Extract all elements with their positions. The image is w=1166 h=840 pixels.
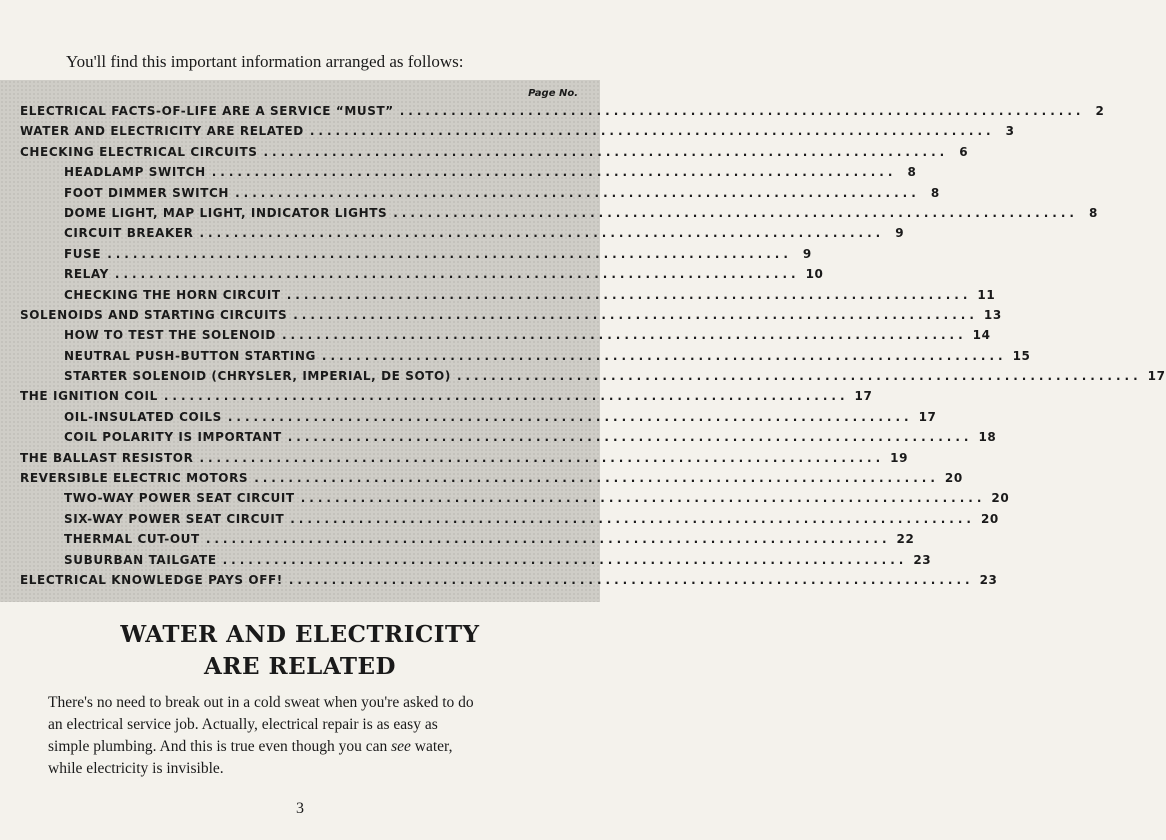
- toc-leader-dots: ................................................................................: [211, 165, 897, 180]
- toc-entry-page: 8: [1088, 205, 1098, 220]
- section-title-line2: ARE RELATED: [204, 653, 396, 680]
- page-number: 3: [296, 800, 304, 817]
- toc-entry-title: NEUTRAL PUSH-BUTTON STARTING: [64, 348, 316, 363]
- toc-entry-page: 9: [802, 246, 812, 261]
- body-text-segment: water,: [410, 738, 453, 755]
- toc-leader-dots: ................................................................................: [293, 307, 978, 322]
- toc-entry-page: 2: [1095, 104, 1105, 118]
- toc-entry: [0, 572, 998, 593]
- toc-entry-page: 14: [972, 328, 991, 343]
- toc-leader-dots: ................................................................................: [399, 104, 1085, 118]
- toc-entry-title: DOME LIGHT, MAP LIGHT, INDICATOR LIGHTS: [64, 205, 388, 220]
- toc-entry: [0, 104, 1105, 124]
- toc-leader-dots: ................................................................................: [205, 532, 891, 547]
- toc-entry-title: COIL POLARITY IS IMPORTANT: [64, 430, 282, 445]
- toc-entry-page: 20: [980, 511, 999, 526]
- toc-list: [0, 104, 1166, 593]
- toc-entry: [0, 532, 915, 552]
- toc-entry-page: 10: [805, 267, 824, 282]
- toc-entry-page: 13: [983, 307, 1002, 322]
- toc-entry-page: 3: [1005, 124, 1015, 139]
- toc-leader-dots: ................................................................................: [199, 226, 885, 241]
- toc-entry: [0, 165, 917, 185]
- toc-entry-page: 8: [930, 185, 940, 200]
- toc-entry: [0, 409, 937, 430]
- toc-entry-page: 17: [1147, 369, 1166, 384]
- body-paragraph: [48, 692, 558, 780]
- toc-leader-dots: ................................................................................: [235, 185, 920, 200]
- toc-entry: [0, 185, 940, 206]
- toc-leader-dots: ................................................................................: [290, 511, 975, 526]
- toc-entry-title: HOW TO TEST THE SOLENOID: [64, 328, 276, 343]
- table-of-contents: [0, 80, 1166, 602]
- toc-entry-title: ELECTRICAL FACTS-OF-LIFE ARE A SERVICE “MUST”: [20, 104, 394, 118]
- toc-leader-dots: ................................................................................: [199, 450, 885, 465]
- toc-entry: [0, 287, 996, 308]
- toc-entry-title: SUBURBAN TAILGATE: [64, 552, 217, 567]
- toc-entry-title: FUSE: [64, 246, 102, 261]
- toc-entry-title: CIRCUIT BREAKER: [64, 226, 194, 241]
- toc-entry: [0, 144, 969, 165]
- body-text-segment: simple plumbing. And this is true even though you can: [48, 738, 392, 755]
- toc-entry: [0, 205, 1098, 226]
- toc-entry-page: 18: [978, 430, 997, 445]
- toc-leader-dots: ................................................................................: [300, 491, 986, 506]
- toc-entry-title: SOLENOIDS AND STARTING CIRCUITS: [20, 307, 288, 322]
- body-line: while electricity is invisible.: [48, 760, 224, 777]
- toc-entry-page: 17: [918, 409, 937, 424]
- toc-entry: [0, 369, 1166, 389]
- toc-leader-dots: ................................................................................: [393, 205, 1078, 220]
- toc-entry-title: RELAY: [64, 267, 109, 282]
- toc-entry: [0, 450, 909, 471]
- toc-entry-title: CHECKING ELECTRICAL CIRCUITS: [20, 144, 258, 159]
- toc-entry: [0, 124, 1015, 144]
- toc-entry: [0, 246, 812, 267]
- toc-entry-title: OIL-INSULATED COILS: [64, 409, 222, 424]
- toc-entry-title: CHECKING THE HORN CIRCUIT: [64, 287, 281, 302]
- toc-entry: [0, 348, 1031, 369]
- toc-leader-dots: ................................................................................: [163, 389, 849, 404]
- toc-entry-title: THE BALLAST RESISTOR: [20, 450, 194, 465]
- toc-entry: [0, 226, 905, 246]
- intro-text: You'll find this important information arranged as follows:: [66, 52, 464, 71]
- toc-entry-page: 23: [979, 572, 998, 587]
- toc-leader-dots: ................................................................................: [107, 246, 792, 261]
- toc-entry-page: 19: [890, 450, 909, 465]
- toc-leader-dots: ................................................................................: [254, 471, 939, 486]
- toc-entry-title: THE IGNITION COIL: [20, 389, 158, 404]
- toc-entry-page: 11: [977, 287, 996, 302]
- toc-leader-dots: ................................................................................: [263, 144, 949, 159]
- body-line: There's no need to break out in a cold sweat when you're asked to do: [48, 694, 474, 711]
- toc-leader-dots: ................................................................................: [114, 267, 800, 282]
- toc-entry: [0, 511, 999, 532]
- body-emphasis: see: [391, 738, 411, 755]
- toc-leader-dots: ................................................................................: [287, 430, 973, 445]
- toc-entry-title: ELECTRICAL KNOWLEDGE PAYS OFF!: [20, 572, 283, 587]
- toc-entry: [0, 389, 873, 409]
- toc-entry: [0, 328, 991, 348]
- toc-entry-page: 17: [854, 389, 873, 404]
- toc-entry-title: SIX-WAY POWER SEAT CIRCUIT: [64, 511, 285, 526]
- toc-leader-dots: ................................................................................: [286, 287, 972, 302]
- toc-leader-dots: ................................................................................: [222, 552, 908, 567]
- toc-entry-page: 15: [1012, 348, 1031, 363]
- toc-entry-title: STARTER SOLENOID (CHRYSLER, IMPERIAL, DE SOTO): [64, 369, 451, 384]
- toc-entry-title: REVERSIBLE ELECTRIC MOTORS: [20, 471, 249, 486]
- toc-entry-title: HEADLAMP SWITCH: [64, 165, 206, 180]
- toc-entry-title: WATER AND ELECTRICITY ARE RELATED: [20, 124, 304, 139]
- toc-leader-dots: ................................................................................: [309, 124, 995, 139]
- toc-entry-page: 20: [944, 471, 963, 486]
- toc-entry-page: 8: [907, 165, 917, 180]
- toc-leader-dots: ................................................................................: [456, 369, 1142, 384]
- toc-entry: [0, 307, 1002, 328]
- body-line: [48, 736, 558, 758]
- toc-entry: [0, 552, 932, 573]
- toc-entry-title: THERMAL CUT-OUT: [64, 532, 200, 547]
- section-title-line1: WATER AND ELECTRICITY: [120, 621, 480, 648]
- toc-header: Page No.: [528, 88, 578, 99]
- toc-entry: [0, 491, 1010, 511]
- toc-leader-dots: ................................................................................: [281, 328, 967, 343]
- toc-entry: [0, 267, 824, 287]
- toc-leader-dots: ................................................................................: [288, 572, 974, 587]
- toc-entry-title: TWO-WAY POWER SEAT CIRCUIT: [64, 491, 295, 506]
- toc-leader-dots: ................................................................................: [227, 409, 913, 424]
- toc-entry-title: FOOT DIMMER SWITCH: [64, 185, 230, 200]
- toc-entry: [0, 471, 963, 491]
- toc-leader-dots: ................................................................................: [321, 348, 1007, 363]
- toc-entry-page: 23: [913, 552, 932, 567]
- toc-entry-page: 20: [991, 491, 1010, 506]
- toc-entry-page: 6: [959, 144, 969, 159]
- toc-entry-page: 9: [895, 226, 905, 241]
- toc-entry: [0, 430, 997, 450]
- toc-entry-page: 22: [896, 532, 915, 547]
- body-line: an electrical service job. Actually, electrical repair is as easy as: [48, 716, 438, 733]
